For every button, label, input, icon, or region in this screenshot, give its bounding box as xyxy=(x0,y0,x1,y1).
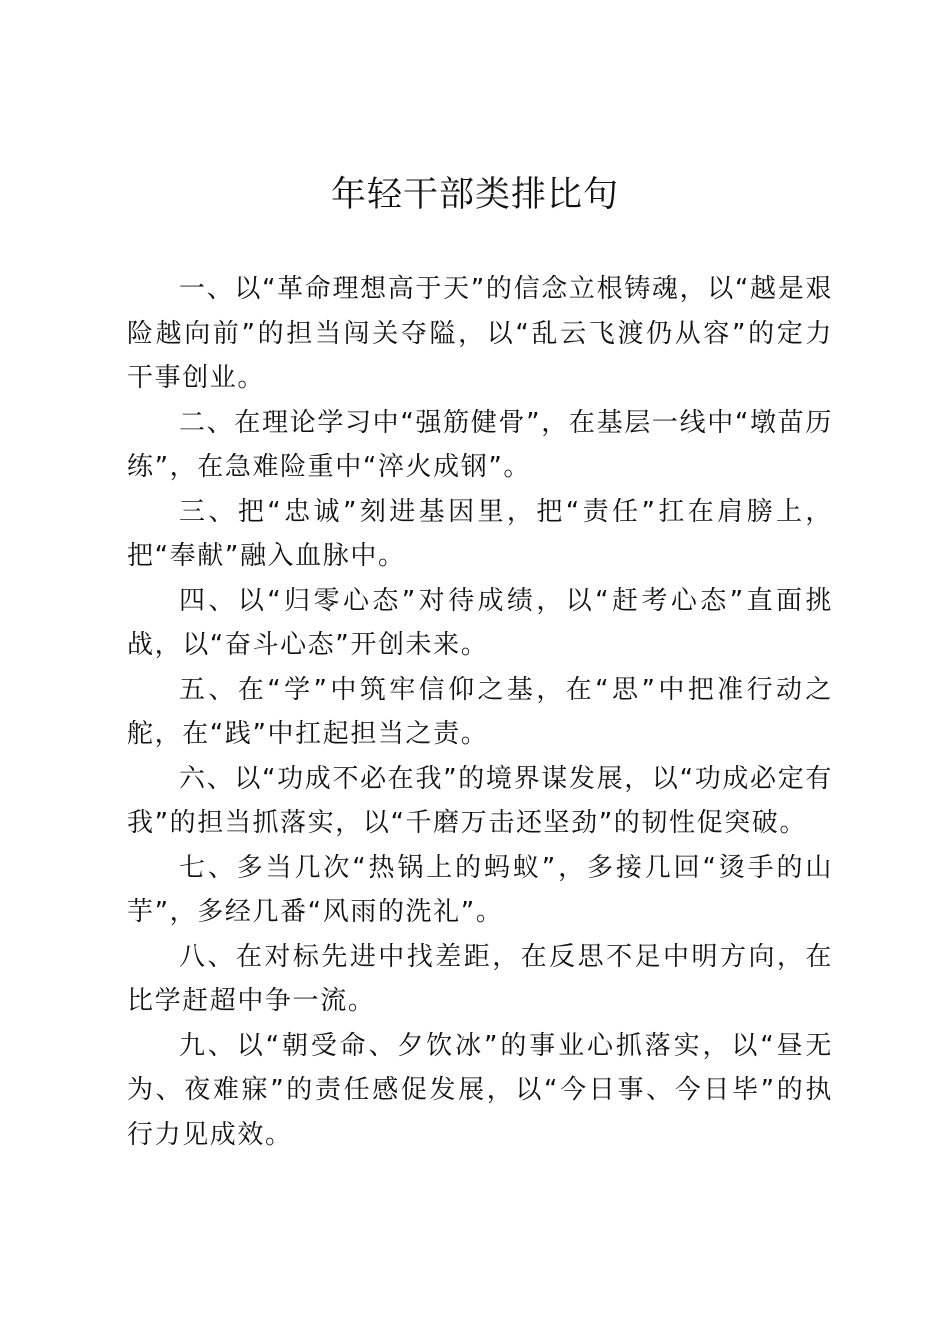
document-title: 年轻干部类排比句 xyxy=(330,175,619,215)
paragraph-4: 四、以“归零心态”对待成绩，以“赶考心态”直面挑战，以“奋斗心态”开创未来。 xyxy=(127,585,833,660)
document-body xyxy=(127,267,833,1157)
paragraph-9: 九、以“朝受命、夕饮冰”的事业心抓落实，以“昼无为、夜难寐”的责任感促发展，以“今日事、今日毕”的执行力见成效。 xyxy=(127,1030,833,1150)
paragraph-3: 三、把“忠诚”刻进基因里，把“责任”扛在肩膀上，把“奉献”融入血脉中。 xyxy=(127,496,833,571)
paragraph-8: 八、在对标先进中找差距，在反思不足中明方向，在比学赶超中争一流。 xyxy=(127,941,833,1016)
paragraph-5: 五、在“学”中筑牢信仰之基，在“思”中把准行动之舵，在“践”中扛起担当之责。 xyxy=(127,674,833,749)
paragraph-6: 六、以“功成不必在我”的境界谋发展，以“功成必定有我”的担当抓落实，以“千磨万击还坚劲”的韧性促突破。 xyxy=(127,763,833,838)
paragraph-1: 一、以“革命理想高于天”的信念立根铸魂，以“越是艰险越向前”的担当闯关夺隘，以“乱云飞渡仍从容”的定力干事创业。 xyxy=(127,274,833,393)
paragraph-2: 二、在理论学习中“强筋健骨”，在基层一线中“墩苗历练”，在急难险重中“淬火成钢”。 xyxy=(127,407,833,482)
paragraph-7: 七、多当几次“热锅上的蚂蚁”，多接几回“烫手的山芋”，多经几番“风雨的洗礼”。 xyxy=(127,852,833,927)
